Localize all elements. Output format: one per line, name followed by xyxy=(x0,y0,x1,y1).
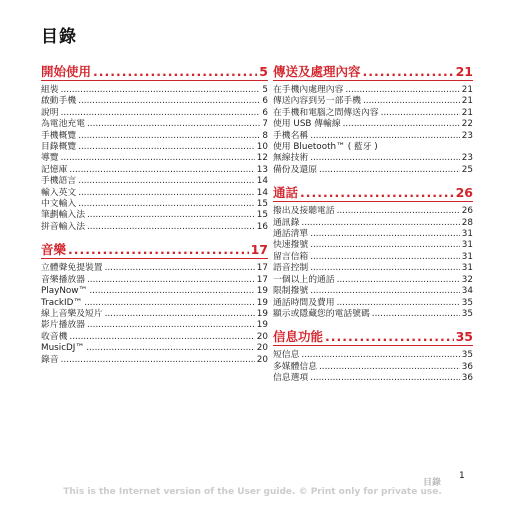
dot-leader xyxy=(78,96,260,107)
entry-page: 15 xyxy=(256,210,268,221)
entry-title: 筆劃輸入法 xyxy=(41,210,85,221)
dot-leader xyxy=(78,199,255,210)
toc-entry[interactable] xyxy=(273,362,473,373)
entry-page: 14 xyxy=(256,176,268,187)
section-heading[interactable] xyxy=(41,62,268,81)
toc-entry[interactable] xyxy=(273,275,473,286)
entry-title: 多媒體信息 xyxy=(273,361,317,372)
entry-title: 快速撥號 xyxy=(273,240,309,251)
toc-entry[interactable] xyxy=(41,309,268,320)
entry-page: 20 xyxy=(256,354,268,365)
toc-section xyxy=(273,62,473,176)
toc-entry[interactable] xyxy=(273,108,473,119)
dot-leader xyxy=(61,108,261,119)
entry-title: 短信息 xyxy=(273,350,300,361)
entry-title: 啟動手機 xyxy=(41,96,77,107)
dot-leader xyxy=(319,362,460,373)
entry-title: 音樂播放器 xyxy=(41,274,85,285)
entry-title: 限制撥號 xyxy=(273,286,309,297)
dot-leader xyxy=(87,222,255,233)
dot-leader xyxy=(61,153,255,164)
dot-leader xyxy=(78,142,255,153)
entry-page: 25 xyxy=(461,164,473,175)
entry-page: 34 xyxy=(461,286,473,297)
entry-page: 19 xyxy=(256,297,268,308)
footer-section-label: 目錄 xyxy=(423,478,442,488)
toc-entry[interactable] xyxy=(41,199,268,210)
toc-entry[interactable] xyxy=(273,309,473,320)
toc-section xyxy=(41,240,268,366)
toc-entry[interactable] xyxy=(41,165,268,176)
entry-page: 17 xyxy=(256,274,268,285)
dot-leader xyxy=(300,185,454,200)
toc-entry[interactable] xyxy=(41,320,268,331)
dot-leader xyxy=(310,131,460,142)
toc-entry[interactable] xyxy=(41,298,268,309)
entry-title: 立體聲免提裝置 xyxy=(41,263,103,274)
entry-title: 通訊錄 xyxy=(273,217,300,228)
dot-leader xyxy=(69,165,254,176)
dot-leader xyxy=(301,218,459,229)
toc-entry[interactable] xyxy=(273,131,473,142)
dot-leader xyxy=(87,210,255,221)
entry-title: 在手機和電腦之間傳送內容 xyxy=(273,107,379,118)
entry-page: 17 xyxy=(256,263,268,274)
entry-title: 手機名稱 xyxy=(273,130,309,141)
dot-leader xyxy=(69,332,254,343)
section-page: 5 xyxy=(259,64,268,79)
dot-leader xyxy=(363,96,460,107)
section-heading[interactable] xyxy=(41,240,268,259)
toc-entry[interactable] xyxy=(41,188,268,199)
toc-entry[interactable] xyxy=(273,240,473,251)
dot-leader xyxy=(310,240,460,251)
entry-page: 7 xyxy=(262,119,268,130)
entry-title: 留言信箱 xyxy=(273,251,309,262)
toc-entry[interactable] xyxy=(273,165,473,176)
dot-leader xyxy=(87,275,255,286)
page-title: 目錄 xyxy=(41,27,77,47)
toc-entry[interactable] xyxy=(273,252,473,263)
dot-leader xyxy=(319,165,460,176)
dot-leader xyxy=(105,263,255,274)
entry-title: 拼音輸入法 xyxy=(41,221,85,232)
dot-leader xyxy=(87,320,255,331)
entry-title: 語音控制 xyxy=(273,263,309,274)
entry-page: 23 xyxy=(461,153,473,164)
entry-title: 在手機內處理內容 xyxy=(273,85,344,95)
toc-entry[interactable] xyxy=(273,350,473,361)
entry-page: 15 xyxy=(256,199,268,210)
entry-page: 35 xyxy=(461,308,473,319)
entry-page: 19 xyxy=(256,286,268,297)
page-number: 1 xyxy=(459,471,465,481)
dot-leader xyxy=(337,275,460,286)
dot-leader xyxy=(310,373,460,384)
entry-title: 導覽 xyxy=(41,153,59,164)
dot-leader xyxy=(310,263,460,274)
entry-page: 23 xyxy=(461,130,473,141)
toc-entry[interactable] xyxy=(273,142,473,153)
toc-entry[interactable] xyxy=(41,96,268,107)
toc-entry[interactable] xyxy=(41,286,268,297)
entry-title: 撥出及接聽電話 xyxy=(273,206,335,217)
entry-page: 31 xyxy=(461,229,473,240)
entry-title: 傳送內容到另一部手機 xyxy=(273,96,361,107)
entry-page: 21 xyxy=(461,85,473,95)
entry-page: 26 xyxy=(461,206,473,217)
entry-page: 35 xyxy=(461,297,473,308)
entry-page: 14 xyxy=(256,187,268,198)
entry-page: 28 xyxy=(461,217,473,228)
entry-page: 20 xyxy=(256,331,268,342)
toc-entry[interactable] xyxy=(273,298,473,309)
entry-title: 錄音 xyxy=(41,354,59,365)
toc-entry[interactable] xyxy=(273,229,473,240)
section-heading[interactable] xyxy=(273,62,473,81)
toc-entry[interactable] xyxy=(41,275,268,286)
entry-title: 通話時間及費用 xyxy=(273,297,335,308)
entry-page: 12 xyxy=(256,153,268,164)
dot-leader xyxy=(93,64,257,79)
toc-entry[interactable] xyxy=(273,96,473,107)
dot-leader xyxy=(87,119,260,130)
entry-title: 信息選項 xyxy=(273,373,309,384)
dot-leader xyxy=(343,119,460,130)
entry-page: 19 xyxy=(256,308,268,319)
toc-section xyxy=(273,327,473,384)
entry-page: 8 xyxy=(262,130,268,141)
dot-leader xyxy=(61,355,255,366)
toc-entry[interactable] xyxy=(273,286,473,297)
entry-page: 31 xyxy=(461,263,473,274)
dot-leader xyxy=(78,131,260,142)
toc-entry[interactable] xyxy=(273,153,473,164)
section-page: 21 xyxy=(455,64,473,79)
entry-title: PlayNow™ xyxy=(41,286,88,297)
entry-title: 手機概覽 xyxy=(41,130,77,141)
entry-title: 通話清單 xyxy=(273,229,309,240)
entry-page: 5 xyxy=(262,85,268,95)
entry-page: 36 xyxy=(461,361,473,372)
section-page: 17 xyxy=(250,242,268,258)
section-page: 26 xyxy=(455,185,473,201)
dot-leader xyxy=(78,188,255,199)
dot-leader xyxy=(301,350,459,361)
entry-page: 19 xyxy=(256,320,268,331)
entry-page: 22 xyxy=(461,119,473,130)
section-title: 開始使用 xyxy=(41,64,92,79)
dot-leader xyxy=(84,298,255,309)
toc-entry[interactable] xyxy=(41,85,268,96)
entry-title: TrackID™ xyxy=(41,297,83,308)
entry-page: 20 xyxy=(256,343,268,354)
dot-leader xyxy=(381,108,460,119)
dot-leader xyxy=(68,242,249,257)
dot-leader xyxy=(337,206,460,217)
dot-leader xyxy=(325,329,454,344)
toc-entry[interactable] xyxy=(41,131,268,142)
entry-title: 無線技術 xyxy=(273,153,309,164)
dot-leader xyxy=(363,64,454,79)
toc-entry[interactable] xyxy=(41,263,268,274)
toc-entry[interactable] xyxy=(41,153,268,164)
section-title: 音樂 xyxy=(41,242,67,258)
entry-page: 31 xyxy=(461,251,473,262)
section-title: 通話 xyxy=(273,185,299,201)
entry-title: 使用 USB 傳輸線 xyxy=(273,119,341,130)
dot-leader xyxy=(345,85,459,96)
entry-title: 使用 Bluetooth™ ( 藍牙 ) xyxy=(273,142,378,153)
dot-leader xyxy=(310,252,460,263)
section-title: 傳送及處理內容 xyxy=(273,64,361,79)
entry-title: 輸入英文 xyxy=(41,187,77,198)
toc-entry[interactable] xyxy=(41,355,268,366)
toc-entry[interactable] xyxy=(273,119,473,130)
toc-entry[interactable] xyxy=(41,142,268,153)
toc-entry[interactable] xyxy=(41,222,268,233)
section-page: 35 xyxy=(455,329,473,345)
entry-title: 影片播放器 xyxy=(41,320,85,331)
dot-leader xyxy=(105,309,255,320)
entry-title: 目錄概覽 xyxy=(41,142,77,153)
entry-title: MusicDJ™ xyxy=(41,343,85,354)
dot-leader xyxy=(337,298,460,309)
toc-entry[interactable] xyxy=(41,108,268,119)
entry-title: 記憶庫 xyxy=(41,164,68,175)
dot-leader xyxy=(61,85,261,96)
entry-page: 13 xyxy=(256,164,268,175)
entry-title: 中文輸入 xyxy=(41,199,77,210)
dot-leader xyxy=(78,176,255,187)
toc-right-column xyxy=(273,62,473,392)
entry-title: 線上音樂及短片 xyxy=(41,308,103,319)
toc-entry[interactable] xyxy=(273,206,473,217)
entry-page: 35 xyxy=(461,350,473,361)
entry-title: 手機語言 xyxy=(41,176,77,187)
section-title: 信息功能 xyxy=(273,329,324,345)
entry-page: 10 xyxy=(256,142,268,153)
toc-section xyxy=(273,183,473,320)
dot-leader xyxy=(310,153,460,164)
toc-section xyxy=(41,62,268,233)
internet-version-notice: This is the Internet version of the User guide. © Print only for private use. xyxy=(63,487,442,497)
entry-title: 備份及還原 xyxy=(273,164,317,175)
entry-page: 32 xyxy=(461,274,473,285)
entry-title: 顯示或隱藏您的電話號碼 xyxy=(273,308,370,319)
entry-title: 組裝 xyxy=(41,85,59,95)
entry-page: 31 xyxy=(461,240,473,251)
entry-page: 36 xyxy=(461,373,473,384)
section-heading[interactable] xyxy=(273,327,473,346)
entry-title: 為電池充電 xyxy=(41,119,85,130)
entry-page: 6 xyxy=(262,96,268,107)
toc-entry[interactable] xyxy=(41,210,268,221)
entry-title: 一個以上的通話 xyxy=(273,274,335,285)
dot-leader xyxy=(372,309,460,320)
entry-page: 16 xyxy=(256,221,268,232)
entry-page: 21 xyxy=(461,107,473,118)
toc-left-column xyxy=(41,62,268,373)
dot-leader xyxy=(86,343,255,354)
entry-page: 6 xyxy=(262,107,268,118)
toc-entry[interactable] xyxy=(273,218,473,229)
toc-entry[interactable] xyxy=(273,263,473,274)
toc-entry[interactable] xyxy=(41,176,268,187)
dot-leader xyxy=(310,286,460,297)
dot-leader xyxy=(89,286,254,297)
toc-entry[interactable] xyxy=(41,119,268,130)
toc-entry[interactable] xyxy=(41,332,268,343)
entry-page: 21 xyxy=(461,96,473,107)
toc-entry[interactable] xyxy=(273,85,473,96)
toc-entry[interactable] xyxy=(273,373,473,384)
entry-title: 說明 xyxy=(41,107,59,118)
dot-leader xyxy=(310,229,460,240)
toc-entry[interactable] xyxy=(41,343,268,354)
section-heading[interactable] xyxy=(273,183,473,202)
entry-title: 收音機 xyxy=(41,331,68,342)
